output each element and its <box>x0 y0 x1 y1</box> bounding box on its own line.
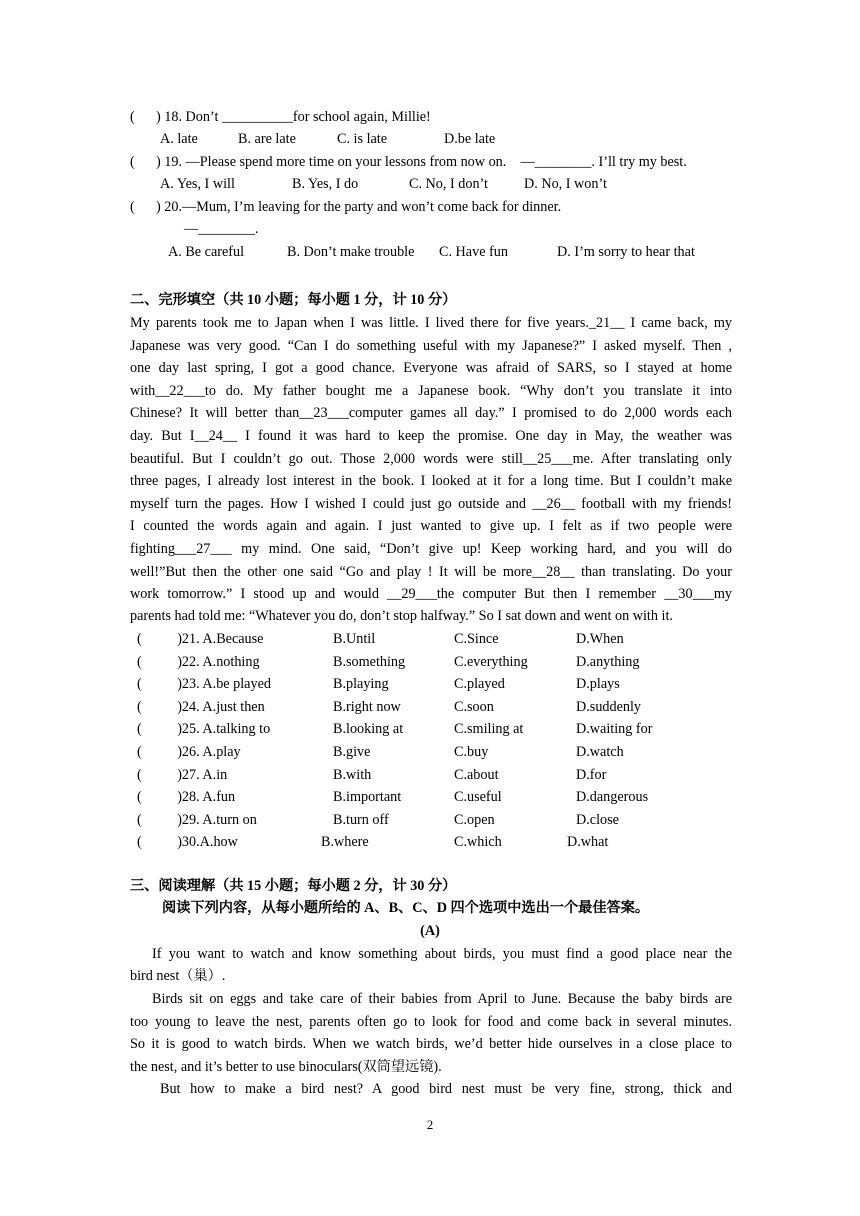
cloze-q23-option-c: C.played <box>454 676 505 693</box>
q19-option-b: B. Yes, I do <box>292 176 359 192</box>
cloze-q26-option-b: B.give <box>333 744 371 760</box>
cloze-q22-option-d: D.anything <box>576 653 640 670</box>
cloze-q29-option-d: D.close <box>576 811 619 828</box>
cloze-q28-option-d: D.dangerous <box>576 789 649 806</box>
cloze-q27-option-c: C.about <box>454 766 499 783</box>
passage-p2-line: Birds sit on eggs and take care of their babies from April to June. Because the baby birds are <box>152 991 732 1007</box>
cloze-q26-option-d: D.watch <box>576 744 624 760</box>
q19-option-c: C. No, I don’t <box>409 176 488 192</box>
cloze-q24-option-d: D.suddenly <box>576 698 642 715</box>
cloze-q26-option-a: ( )26. A.play <box>137 744 241 760</box>
reading-instruction: 阅读下列内容，从每小题所给的 A、B、C、D 四个选项中选出一个最佳答案。 <box>162 900 650 916</box>
cloze-q30-option-c: C.which <box>454 834 502 851</box>
cloze-q29-option-a: ( )29. A.turn on <box>137 811 257 828</box>
cloze-q21-option-d: D.When <box>576 631 624 647</box>
q18-option-b: B. are late <box>238 131 296 147</box>
cloze-last-line: parents had told me: “Whatever you do, don’t stop halfway.” So I sat down and went on with it. <box>130 608 673 624</box>
cloze-q26-option-c: C.buy <box>454 744 489 760</box>
question-20: ( ) 20.—Mum, I’m leaving for the party and won’t come back for dinner. <box>130 199 562 215</box>
q20-option-c: C. Have fun <box>439 244 508 260</box>
cloze-line: day. But I__24__ I found it was hard to keep the promise. One day in May, the weather was <box>130 428 732 444</box>
q20-option-b: B. Don’t make trouble <box>287 244 415 260</box>
q18-option-a: A. late <box>160 131 198 147</box>
q20-option-d: D. I’m sorry to hear that <box>557 244 695 260</box>
cloze-q30-option-b: B.where <box>321 834 369 851</box>
cloze-line: beautiful. But I couldn’t go out. Those 2,000 words were still__25___me. After translating only <box>130 450 732 467</box>
page-number: 2 <box>426 1117 434 1132</box>
cloze-line: I counted the words again and again. I just wanted to give up. I felt as if two people were <box>130 518 732 535</box>
cloze-q21-option-a: ( )21. A.Because <box>137 631 264 647</box>
passage-p2-line: So it is good to watch birds. When we watch birds, we’d better hide ourselves in a close place to <box>130 1036 732 1053</box>
cloze-q24-option-c: C.soon <box>454 698 494 715</box>
cloze-q29-option-c: C.open <box>454 811 495 828</box>
cloze-line: Japanese was very good. “Can I do something useful with my Japanese?” I asked myself. Then , <box>130 337 732 354</box>
cloze-q27-option-b: B.with <box>333 766 372 783</box>
cloze-q28-option-b: B.important <box>333 789 402 806</box>
cloze-line: work tomorrow.” I stood up and would __29___the computer But then I remember __30___my <box>130 586 732 603</box>
cloze-heading: 二、完形填空（共 10 小题；每小题 1 分，计 10 分） <box>130 292 457 308</box>
passage-p3-line1: But how to make a bird nest? A good bird nest must be very fine, strong, thick and <box>160 1081 732 1097</box>
q19-option-a: A. Yes, I will <box>160 176 235 192</box>
cloze-q21-option-b: B.Until <box>333 631 376 647</box>
cloze-q24-option-a: ( )24. A.just then <box>137 698 265 715</box>
cloze-q22-option-a: ( )22. A.nothing <box>137 653 260 670</box>
cloze-q27-option-a: ( )27. A.in <box>137 766 228 783</box>
reading-heading: 三、阅读理解（共 15 小题；每小题 2 分，计 30 分） <box>130 878 457 894</box>
cloze-line: fighting___27___ my mind. One said, “Don’t give up! Keep working hard, and you will do <box>130 541 732 557</box>
cloze-q23-option-b: B.playing <box>333 676 389 693</box>
cloze-line: My parents took me to Japan when I was little. I lived there for five years._21__ I came back, my <box>130 315 732 331</box>
cloze-q22-option-b: B.something <box>333 653 406 670</box>
q20-option-a: A. Be careful <box>168 244 245 260</box>
q19-option-d: D. No, I won’t <box>524 176 607 192</box>
q18-option-d: D.be late <box>444 131 496 147</box>
cloze-line: well!”But then the other one said “Go and play ! It will be more__28__ than translating. Do your <box>130 563 732 580</box>
cloze-line: with__22___to do. My father bought me a Japanese book. “Why don’t you translate it into <box>130 382 732 399</box>
cloze-q23-option-a: ( )23. A.be played <box>137 676 271 693</box>
cloze-line: one day last spring, I got a good chance. Everyone was afraid of SARS, so I stayed at home <box>130 360 732 377</box>
cloze-q25-option-d: D.waiting for <box>576 721 653 738</box>
cloze-q25-option-c: C.smiling at <box>454 721 524 738</box>
cloze-q23-option-d: D.plays <box>576 676 620 693</box>
passage-label: (A) <box>420 923 440 939</box>
cloze-q27-option-d: D.for <box>576 766 607 783</box>
cloze-line: three pages, I already lost interest in the book. I looked at it for a long time. But I couldn’t make <box>130 473 732 490</box>
question-19: ( ) 19. —Please spend more time on your lessons from now on. —________. I’ll try my best. <box>130 154 687 170</box>
cloze-q30-option-d: D.what <box>567 834 609 851</box>
cloze-q21-option-c: C.Since <box>454 631 499 647</box>
passage-p2-line: too young to leave the nest, parents often go to look for food and come back in several minutes. <box>130 1013 732 1030</box>
cloze-q25-option-a: ( )25. A.talking to <box>137 721 271 738</box>
passage-p1-line2: bird nest（巢）. <box>130 968 226 984</box>
q20-reply-blank: —________. <box>184 221 259 237</box>
cloze-line: myself turn the pages. How I wished I could just go outside and __26__ football with my friends! <box>130 495 732 512</box>
cloze-q28-option-c: C.useful <box>454 789 502 806</box>
cloze-q24-option-b: B.right now <box>333 698 401 715</box>
cloze-q28-option-a: ( )28. A.fun <box>137 789 236 806</box>
passage-p2-last: the nest, and it’s better to use binoculars(双筒望远镜). <box>130 1059 442 1075</box>
cloze-q29-option-b: B.turn off <box>333 811 389 828</box>
cloze-line: Chinese? It will better than__23___computer games all day.” I promised to do 2,000 words each <box>130 405 732 422</box>
cloze-q25-option-b: B.looking at <box>333 721 404 738</box>
question-18: ( ) 18. Don’t __________for school again, Millie! <box>130 109 431 125</box>
passage-p1-line1: If you want to watch and know something about birds, you must find a good place near the <box>152 946 732 962</box>
cloze-q30-option-a: ( )30.A.how <box>137 834 238 851</box>
q18-option-c: C. is late <box>337 131 388 147</box>
cloze-q22-option-c: C.everything <box>454 653 528 670</box>
